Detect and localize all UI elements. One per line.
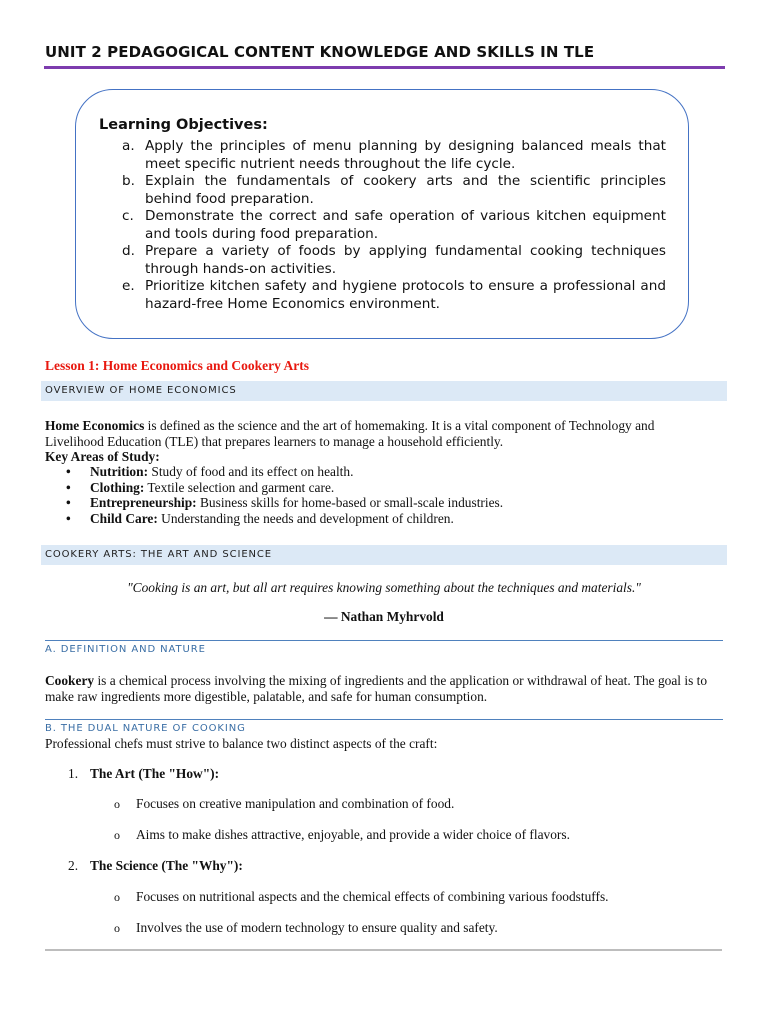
subsection-heading-definition: A. DEFINITION AND NATURE [45,644,206,655]
objective-letter: e. [122,278,135,294]
objective-letter: c. [122,208,134,224]
sub-bullet-marker: o [114,890,120,904]
unit-title-rule [44,66,725,69]
section-header-overview [41,381,727,401]
learning-objectives-heading: Learning Objectives: [99,117,268,133]
subsection-rule [45,719,723,720]
quote-author: — Nathan Myhrvold [324,609,444,624]
objective-item [122,208,666,243]
objective-text: Prioritize kitchen safety and hygiene protocols to ensure a professional and hazard-free Home Economics environment. [145,278,666,312]
section-header-cookery [41,545,727,565]
list-item [114,920,498,936]
home-economics-definition [45,418,715,449]
learning-objectives-list [122,138,666,313]
objective-item [122,278,666,313]
list-item [66,511,503,527]
unit-title: UNIT 2 PEDAGOGICAL CONTENT KNOWLEDGE AND SKILLS IN TLE [45,43,595,61]
key-area-label: Nutrition: [90,464,149,479]
key-areas-heading [45,449,160,465]
objective-letter: a. [122,138,135,154]
sub-bullet-marker: o [114,921,120,935]
objective-text: Demonstrate the correct and safe operation of various kitchen equipment and tools during food preparation. [145,208,666,242]
objective-text: Apply the principles of menu planning by designing balanced meals that meet specific nutrient needs throughout the life cycle. [145,138,666,172]
key-area-label: Clothing: [90,479,145,495]
definition-term: Home Economics [45,418,145,433]
aspect-point: Focuses on nutritional aspects and the chemical effects of combining various foodstuffs. [136,889,609,904]
objective-text: Prepare a variety of foods by applying fundamental cooking techniques through hands-on activities. [145,243,666,277]
definition-term: Cookery [45,673,95,688]
sub-bullet-marker: o [114,828,120,842]
page-bottom-rule [45,949,722,951]
objective-letter: b. [122,173,135,189]
key-areas-list [66,464,503,526]
subsection-heading-dual-nature: B. THE DUAL NATURE OF COOKING [45,723,246,734]
aspect-title: The Science (The "Why"): [90,858,243,873]
aspect-item-art [68,766,219,782]
key-area-text: Business skills for home-based or small-scale industries. [196,495,504,510]
key-area-label: Child Care: [90,510,158,526]
key-areas-heading-text: Key Areas of Study: [45,449,160,464]
aspect-number: 1. [68,766,79,781]
section-header-label: OVERVIEW OF HOME ECONOMICS [45,385,237,396]
objective-item [122,243,666,278]
list-item [66,495,503,511]
objective-text: Explain the fundamentals of cookery arts and the scientific principles behind food preparation. [145,173,666,207]
cookery-definition [45,673,715,704]
objective-item [122,173,666,208]
aspect-item-science [68,858,243,874]
objective-item [122,138,666,173]
definition-text: is a chemical process involving the mixing of ingredients and the application or withdrawal of heat. The goal is to make raw ingredients more digestible, palatable, and safe for human consumption. [45,673,708,704]
quote-text: "Cooking is an art, but all art requires knowing something about the techniques and materials." [127,580,641,595]
definition-text: is defined as the science and the art of homemaking. It is a vital component of Technology and Livelihood Education (TLE) that prepares learners to manage a household efficiently. [45,418,655,449]
key-area-text: Study of food and its effect on health. [148,464,354,479]
aspect-point: Focuses on creative manipulation and combination of food. [136,796,455,811]
key-area-text: Understanding the needs and development of children. [157,510,454,526]
aspect-number: 2. [68,858,79,873]
list-item [66,480,503,496]
list-item [114,827,570,843]
learning-objectives-box [75,89,689,339]
aspect-title: The Art (The "How"): [90,766,220,781]
sub-bullet-marker: o [114,797,120,811]
subsection-rule [45,640,723,641]
list-item [114,796,454,812]
list-item [114,889,609,905]
section-header-label: COOKERY ARTS: THE ART AND SCIENCE [45,549,273,560]
dual-nature-intro: Professional chefs must strive to balance two distinct aspects of the craft: [45,736,438,751]
aspect-point: Aims to make dishes attractive, enjoyable, and provide a wider choice of flavors. [136,827,570,842]
list-item [66,464,503,480]
key-area-label: Entrepreneurship: [90,495,197,510]
key-area-text: Textile selection and garment care. [144,479,335,495]
objective-letter: d. [122,243,135,259]
aspect-point: Involves the use of modern technology to ensure quality and safety. [136,920,498,935]
lesson-title: Lesson 1: Home Economics and Cookery Arts [45,358,309,373]
